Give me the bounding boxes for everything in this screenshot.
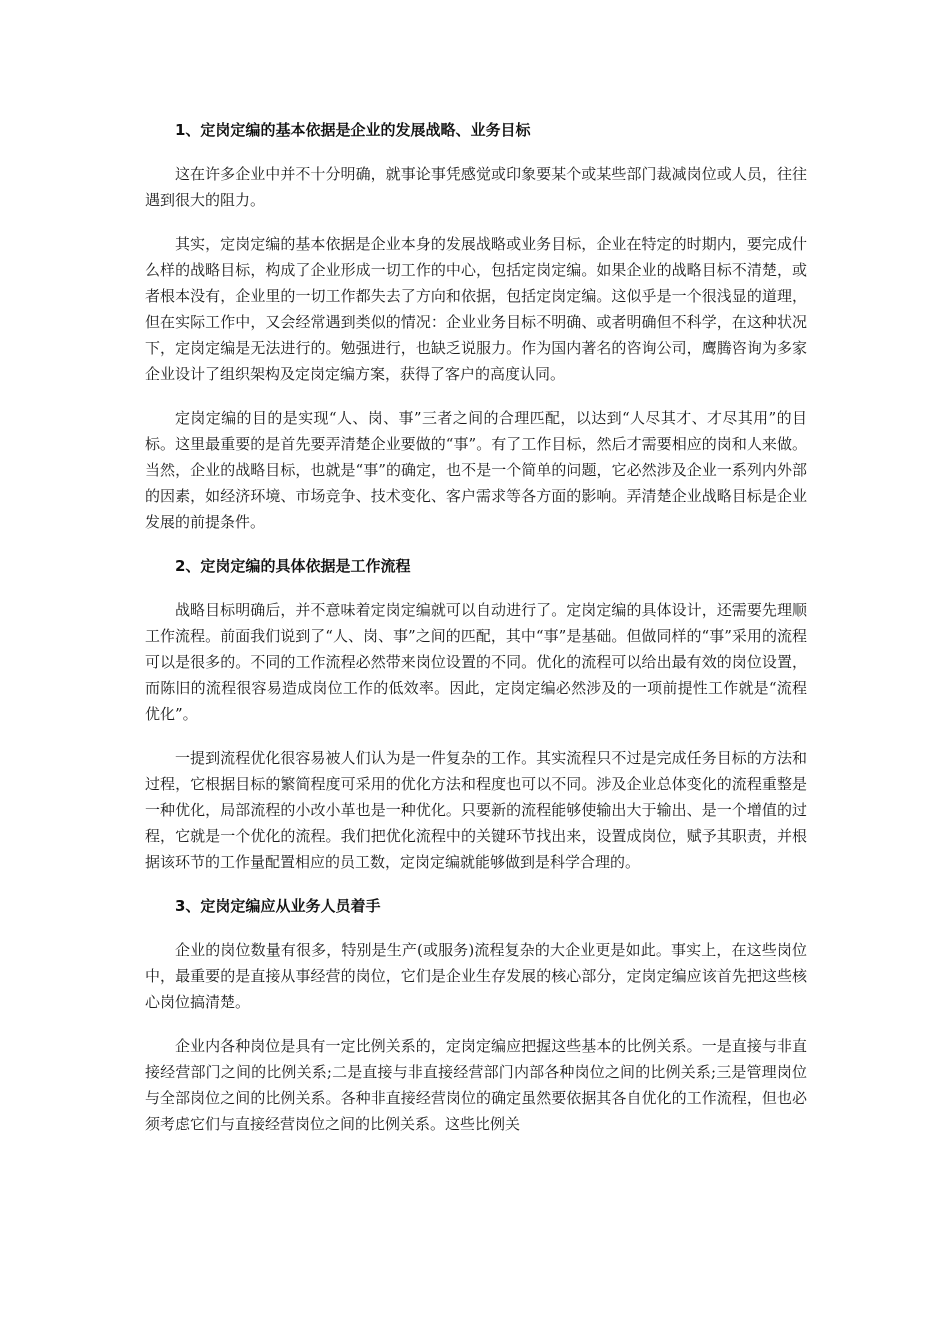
paragraph: 其实，定岗定编的基本依据是企业本身的发展战略或业务目标，企业在特定的时期内，要完成什么样的战略目标，构成了企业形成一切工作的中心，包括定岗定编。如果企业的战略目标不清楚，或者根本没有，企业里的一切工作都失去了方向和依据，包括定岗定编。这似乎是一个很浅显的道理，但在实际工作中，又会经常遇到类似的情况：企业业务目标不明确、或者明确但不科学，在这种状况下，定岗定编是无法进行的。勉强进行，也缺乏说服力。作为国内著名的咨询公司，鹰腾咨询为多家企业设计了组织架构及定岗定编方案，获得了客户的高度认同。	[145, 235, 807, 383]
paragraph: 一提到流程优化很容易被人们认为是一件复杂的工作。其实流程只不过是完成任务目标的方法和过程，它根据目标的繁简程度可采用的优化方法和程度也可以不同。涉及企业总体变化的流程重整是一种优化，局部流程的小改小革也是一种优化。只要新的流程能够使输出大于输出、是一个增值的过程，它就是一个优化的流程。我们把优化流程中的关键环节找出来，设置成岗位，赋予其职责，并根据该环节的工作量配置相应的员工数，定岗定编就能够做到是科学合理的。	[145, 749, 807, 871]
section-2	[145, 553, 807, 875]
paragraph: 战略目标明确后，并不意味着定岗定编就可以自动进行了。定岗定编的具体设计，还需要先理顺工作流程。前面我们说到了“人、岗、事”之间的匹配，其中“事”是基础。但做同样的“事”采用的流程可以是很多的。不同的工作流程必然带来岗位设置的不同。优化的流程可以给出最有效的岗位设置，而陈旧的流程很容易造成岗位工作的低效率。因此，定岗定编必然涉及的一项前提性工作就是“流程优化”。	[145, 601, 807, 723]
section-heading: 3、定岗定编应从业务人员着手	[175, 897, 381, 915]
section-heading: 1、定岗定编的基本依据是企业的发展战略、业务目标	[175, 121, 531, 139]
paragraph: 企业的岗位数量有很多，特别是生产(或服务)流程复杂的大企业更是如此。事实上，在这些岗位中，最重要的是直接从事经营的岗位，它们是企业生存发展的核心部分，定岗定编应该首先把这些核心岗位搞清楚。	[145, 941, 807, 1011]
paragraph: 企业内各种岗位是具有一定比例关系的，定岗定编应把握这些基本的比例关系。一是直接与非直接经营部门之间的比例关系;二是直接与非直接经营部门内部各种岗位之间的比例关系;三是管理岗位与全部岗位之间的比例关系。各种非直接经营岗位的确定虽然要依据其各自优化的工作流程，但也必须考虑它们与直接经营岗位之间的比例关系。这些比例关	[145, 1037, 807, 1133]
section-heading: 2、定岗定编的具体依据是工作流程	[175, 557, 411, 575]
paragraph: 定岗定编的目的是实现“人、岗、事”三者之间的合理匹配，以达到“人尽其才、才尽其用”的目标。这里最重要的是首先要弄清楚企业要做的“事”。有了工作目标，然后才需要相应的岗和人来做。当然，企业的战略目标，也就是“事”的确定，也不是一个简单的问题，它必然涉及企业一系列内外部的因素，如经济环境、市场竞争、技术变化、客户需求等各方面的影响。弄清楚企业战略目标是企业发展的前提条件。	[145, 409, 807, 531]
document-page	[145, 117, 807, 1155]
paragraph: 这在许多企业中并不十分明确，就事论事凭感觉或印象要某个或某些部门裁减岗位或人员，往往遇到很大的阻力。	[145, 165, 807, 209]
section-1	[145, 117, 807, 535]
section-3	[145, 893, 807, 1137]
